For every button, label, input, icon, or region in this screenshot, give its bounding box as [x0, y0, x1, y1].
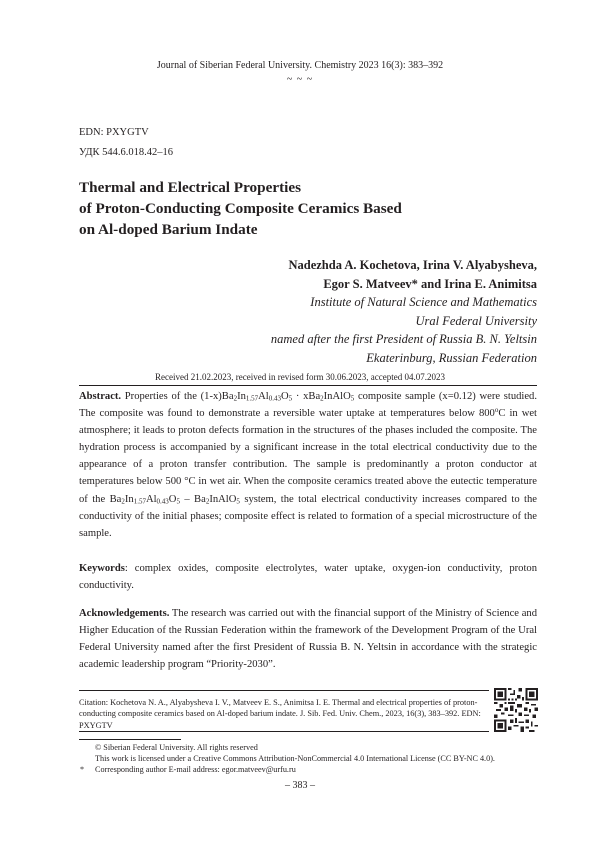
citation: Citation: Kochetova N. A., Alyabysheva I. V., Matveev E. S., Animitsa I. E. Thermal and electrical properties of proton-conducting composite ceramics based on Al-doped barium indate. J. Sib. Fed. Univ. Chem., 2023, 16(3), 383–392. EDN: PXYGTV — [79, 698, 481, 730]
authors-line: Nadezhda A. Kochetova, Irina V. Alyabysheva, — [288, 258, 537, 272]
abstract-text: · xBa — [292, 391, 321, 402]
author-list — [288, 256, 537, 293]
qr-code-icon — [494, 688, 538, 732]
authors-line: Egor S. Matveev* and Irina E. Animitsa — [323, 276, 537, 291]
acknowledgements-text: The research was carried out with the financial support of the Ministry of Science and Higher Education of the Russian Federation within the framework of the Development Program of the Ural Federal University named after the first President of Russia B. N. Yeltsin in accordance with the strategic academic leadership program “Priority-2030”. — [79, 608, 537, 671]
subscript: 5 — [288, 394, 293, 403]
footnote-mark: * — [80, 765, 85, 774]
subscript: 2 — [320, 394, 324, 403]
abstract-text: – Ba — [179, 493, 206, 505]
subscript: 2 — [205, 497, 210, 506]
title-line: on Al-doped Barium Indate — [79, 221, 258, 238]
affiliation-line: Institute of Natural Science and Mathematics — [310, 295, 537, 309]
subscript: 0.43 — [268, 394, 281, 403]
abstract-text: In — [237, 391, 246, 402]
acknowledgements — [79, 605, 537, 673]
udk-code: УДК 544.6.018.42–16 — [79, 147, 174, 158]
abstract-text: C in wet atmosphere; it leads to proton defects formation in the structures of the phases included the composite. The hydration process is accompanied by a significant increase in the total electrical conductivity due to the appearance of a proton transfer contribution. The sample is predominantly a proton conductor at temperatures below 500 °C in wet air. When the composite ceramics treated above the eutectic temperature of the Ba — [79, 408, 538, 505]
title-line: of Proton-Conducting Composite Ceramics Based — [79, 200, 402, 217]
edn-code: EDN: PXYGTV — [79, 127, 149, 138]
subscript: 2 — [233, 394, 238, 403]
affiliation — [271, 293, 537, 367]
affiliation-line: Ural Federal University — [415, 313, 537, 328]
abstract-text: InAlO — [323, 391, 351, 402]
header-ornament: ~ ~ ~ — [286, 74, 314, 85]
affiliation-line: named after the first President of Russia B. N. Yeltsin — [270, 332, 537, 346]
keywords-text: : complex oxides, composite electrolytes, water uptake, oxygen-ion conductivity, proton conductivity. — [79, 563, 537, 592]
abstract — [79, 388, 537, 542]
superscript: o — [494, 406, 499, 415]
abstract-text: InAlO — [209, 493, 237, 505]
keywords — [79, 560, 537, 594]
abstract-text: Al — [145, 493, 157, 505]
subscript: 1.57 — [133, 497, 146, 506]
corresponding-author: Corresponding author E-mail address: egor.matveev@urfu.ru — [95, 765, 296, 774]
subscript: 5 — [236, 497, 240, 506]
title-line: Thermal and Electrical Properties — [79, 179, 301, 196]
subscript: 5 — [350, 394, 355, 403]
divider — [79, 731, 489, 732]
acknowledgements-label: Acknowledgements. — [79, 608, 170, 619]
paper-title — [79, 177, 519, 240]
keywords-label: Keywords — [79, 563, 125, 574]
received-dates: Received 21.02.2023, received in revised form 30.06.2023, accepted 04.07.2023 — [155, 372, 445, 382]
abstract-text: composite sample (x=0.12) were studied. The composite was found to demonstrate a reversible water uptake at temperatures below 800 — [79, 391, 538, 420]
subscript: 2 — [121, 497, 125, 506]
subscript: 0.43 — [156, 497, 169, 506]
license: This work is licensed under a Creative Commons Attribution-NonCommercial 4.0 International License (CC BY-NC 4.0). — [95, 754, 495, 763]
abstract-label: Abstract. — [79, 391, 122, 402]
subscript: 1.57 — [245, 394, 259, 403]
page-number: – 383 – — [285, 780, 315, 791]
journal-header: Journal of Siberian Federal University. Chemistry 2023 16(3): 383–392 — [156, 60, 444, 71]
abstract-text: O — [280, 391, 289, 402]
affiliation-line: Ekaterinburg, Russian Federation — [366, 350, 537, 365]
abstract-text: Al — [258, 391, 269, 402]
abstract-text: system, the total electrical conductivity increases compared to the conductivity of the initial phases; composite effect is related to formation of a special microstructure of the sample. — [79, 493, 537, 539]
divider — [79, 690, 489, 691]
copyright: © Siberian Federal University. All rights reserved — [95, 743, 258, 752]
divider — [79, 385, 537, 386]
abstract-text: Properties of the (1-x)Ba — [121, 391, 234, 402]
abstract-text: In — [124, 493, 134, 505]
abstract-text: O — [168, 493, 177, 505]
divider — [79, 739, 181, 740]
subscript: 5 — [176, 497, 180, 506]
